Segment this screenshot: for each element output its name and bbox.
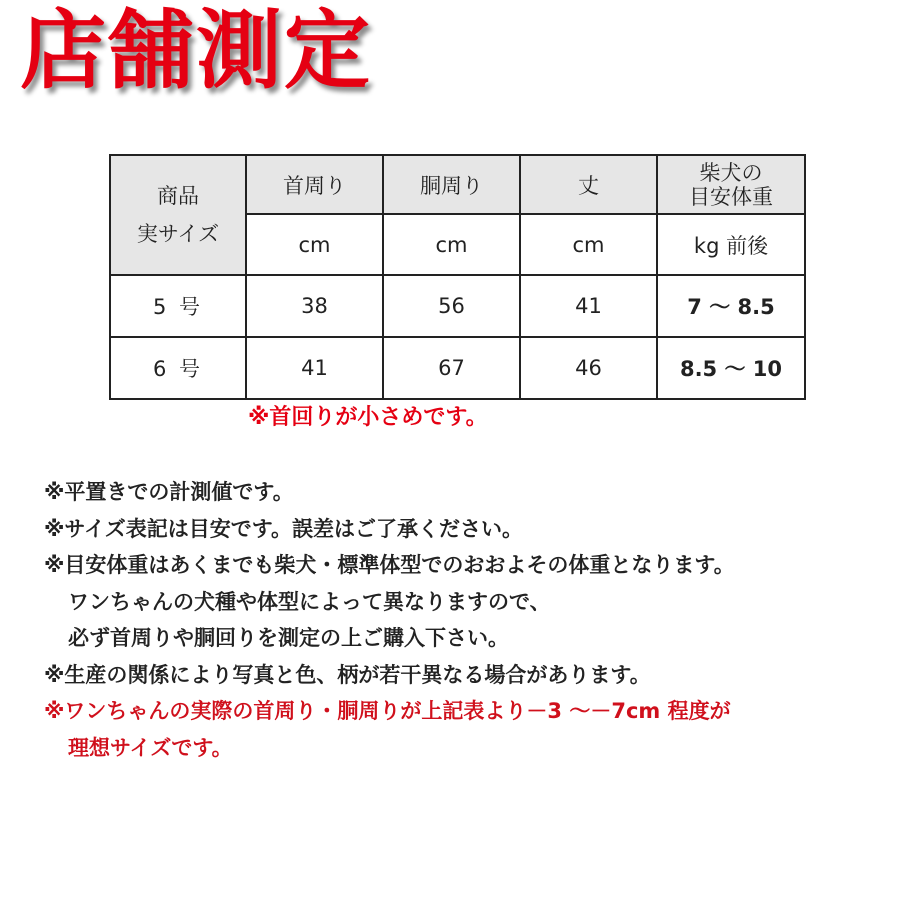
header-body: 胴周り [383, 155, 520, 214]
body-value: 67 [383, 337, 520, 399]
table-row [110, 337, 805, 399]
table-header-row [110, 155, 805, 214]
note-size-guide: ※サイズ表記は目安です。誤差はご了承ください。 [44, 516, 524, 541]
note-production: ※生産の関係により写真と色、柄が若干異なる場合があります。 [44, 662, 651, 687]
weight-value: 8.5 ～ 10 [657, 337, 805, 399]
length-value: 46 [520, 337, 657, 399]
table-note: ※首回りが小さめです。 [248, 405, 488, 430]
neck-value: 41 [246, 337, 383, 399]
header-weight-line1: 柴犬の [699, 160, 763, 185]
note-measurement: ※平置きでの計測値です。 [44, 480, 294, 504]
unit-body: cm [383, 214, 520, 275]
unit-neck: cm [246, 214, 383, 275]
neck-value: 38 [246, 275, 383, 337]
note-weight-guide-cont2: 必ず首周りや胴回りを測定の上ご購入下さい。 [68, 626, 509, 650]
size-label: 5 号 [110, 275, 246, 337]
corner-label-actual-size: 実サイズ [136, 222, 220, 246]
note-ideal-size-cont: 理想サイズです。 [68, 735, 233, 760]
note-weight-guide-cont1: ワンちゃんの犬種や体型によって異なりますので、 [68, 589, 551, 614]
table-row [110, 275, 805, 337]
note-ideal-size: ※ワンちゃんの実際の首周り・胴周りが上記表より－3 ～－7cm 程度が [44, 699, 731, 723]
corner-label-product: 商品 [156, 184, 199, 208]
corner-cell [110, 155, 246, 275]
notes-list [44, 474, 910, 766]
size-table [109, 154, 806, 400]
unit-length: cm [520, 214, 657, 275]
header-neck: 首周り [246, 155, 383, 214]
body-value: 56 [383, 275, 520, 337]
length-value: 41 [520, 275, 657, 337]
header-weight-line2: 目安体重 [689, 184, 773, 209]
header-length: 丈 [520, 155, 657, 214]
unit-weight: kg 前後 [657, 214, 805, 275]
note-weight-guide: ※目安体重はあくまでも柴犬・標準体型でのおおよその体重となります。 [44, 553, 735, 577]
header-weight [657, 155, 805, 214]
size-label: 6 号 [110, 337, 246, 399]
page-title: 店舗測定 [20, 1, 372, 101]
weight-value: 7 ～ 8.5 [657, 275, 805, 337]
